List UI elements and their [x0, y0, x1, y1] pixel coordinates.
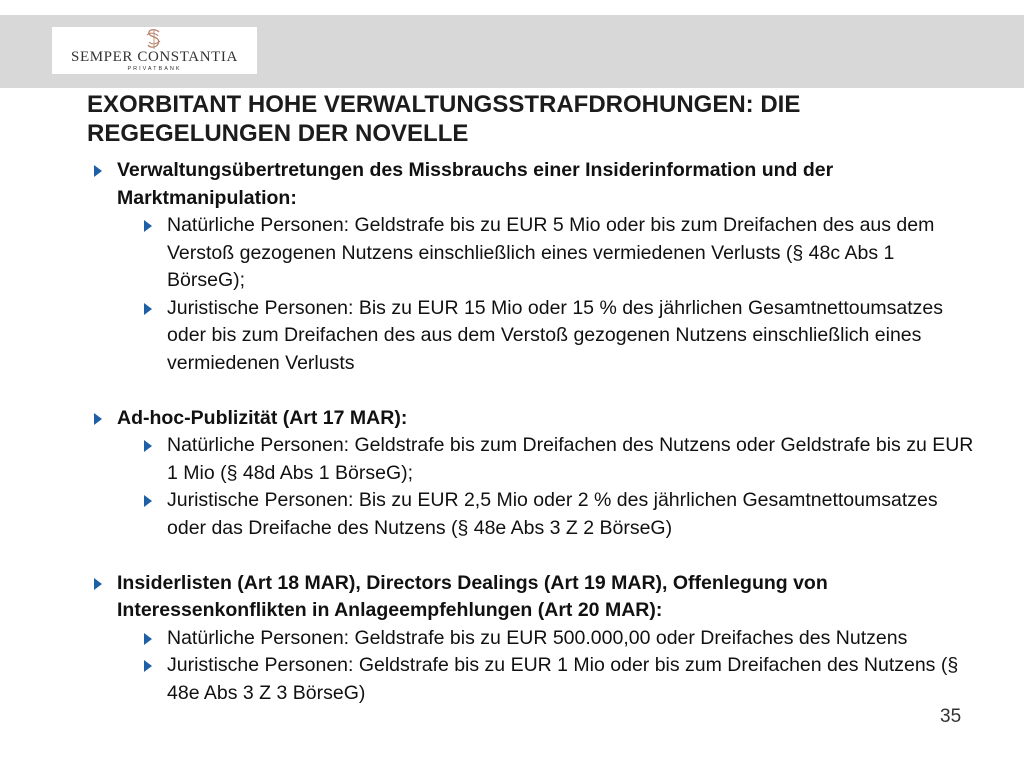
triangle-right-icon	[144, 495, 152, 507]
triangle-right-icon	[144, 440, 152, 452]
logo-name: SEMPER CONSTANTIA	[71, 49, 238, 65]
spacer	[0, 377, 1024, 405]
section-heading-text: Insiderlisten (Art 18 MAR), Directors Dealings (Art 19 MAR), Offenlegung von Interessenkonflikten in Anlageempfehlungen (Art 20 MAR):	[117, 571, 828, 621]
triangle-right-icon	[94, 165, 102, 177]
section-heading-text: Ad-hoc-Publizität (Art 17 MAR):	[117, 406, 408, 429]
page-number: 35	[940, 706, 962, 727]
list-item-text: Juristische Personen: Bis zu EUR 15 Mio oder 15 % des jährlichen Gesamtnettoumsatzes oder bis zum Dreifachen des aus dem Verstoß gezogenen Nutzens einschließlich eines vermiedenen Verlusts	[167, 296, 944, 374]
list-item-text: Juristische Personen: Geldstrafe bis zu EUR 1 Mio oder bis zum Dreifachen des Nutzens (§ 48e Abs 3 Z 3 BörseG)	[167, 654, 959, 704]
title-line-1: EXORBITANT HOHE VERWALTUNGSSTRAFDROHUNGEN: DIE	[87, 91, 801, 118]
list-item-text: Natürliche Personen: Geldstrafe bis zu EUR 500.000,00 oder Dreifaches des Nutzens	[167, 626, 908, 649]
list-item	[0, 625, 977, 653]
section-heading	[0, 157, 967, 212]
spacer	[0, 542, 1024, 570]
monogram-logo-icon	[143, 29, 165, 49]
section-heading	[0, 405, 967, 433]
list-item	[0, 487, 977, 542]
triangle-right-icon	[144, 220, 152, 232]
list-item	[0, 212, 977, 295]
triangle-right-icon	[94, 578, 102, 590]
title-line-2: REGEGELUNGEN DER NOVELLE	[87, 120, 469, 147]
triangle-right-icon	[94, 413, 102, 425]
list-item	[0, 652, 977, 707]
list-item-text: Juristische Personen: Bis zu EUR 2,5 Mio oder 2 % des jährlichen Gesamtnettoumsatzes oder das Dreifache des Nutzens (§ 48e Abs 3 Z 2 BörseG)	[167, 489, 938, 539]
triangle-right-icon	[144, 660, 152, 672]
list-item-text: Natürliche Personen: Geldstrafe bis zum Dreifachen des Nutzens oder Geldstrafe bis zu EUR 1 Mio (§ 48d Abs 1 BörseG);	[167, 434, 974, 484]
list-item	[0, 295, 977, 378]
logo-subtitle: PRIVATBANK	[127, 66, 182, 72]
list-item	[0, 432, 977, 487]
bank-logo	[52, 27, 257, 74]
section-heading	[0, 570, 967, 625]
slide-title	[87, 90, 987, 148]
slide-content	[0, 157, 1024, 707]
list-item-text: Natürliche Personen: Geldstrafe bis zu EUR 5 Mio oder bis zum Dreifachen des aus dem Verstoß gezogenen Nutzens einschließlich eines vermiedenen Verlusts (§ 48c Abs 1 BörseG);	[167, 214, 935, 291]
section-heading-text: Verwaltungsübertretungen des Missbrauchs einer Insiderinformation und der Marktmanipulation:	[117, 159, 834, 209]
triangle-right-icon	[144, 633, 152, 645]
triangle-right-icon	[144, 303, 152, 315]
